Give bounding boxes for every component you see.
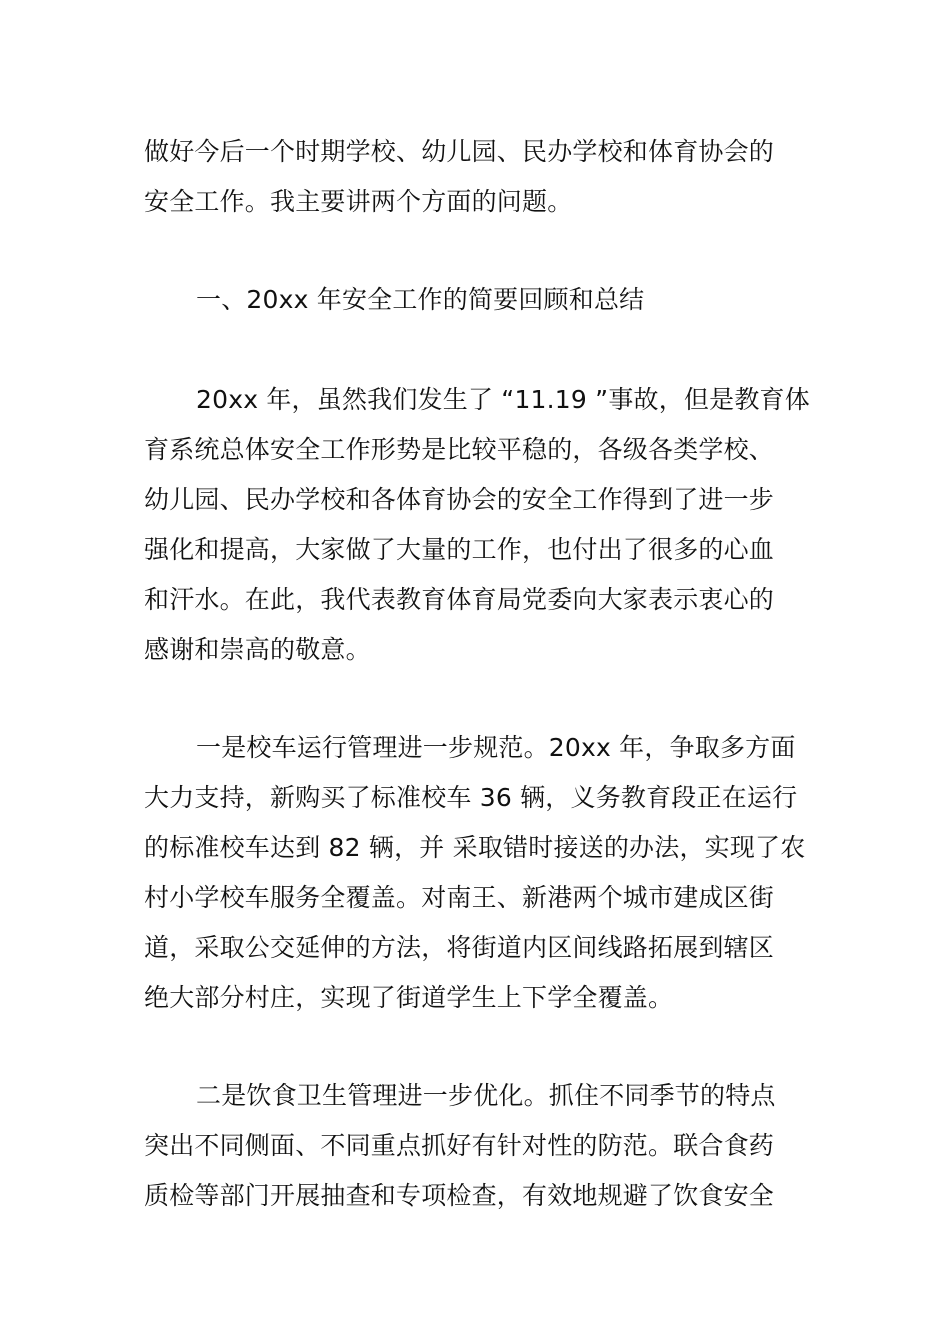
heading-line: 一、20xx 年安全工作的简要回顾和总结 — [196, 285, 645, 314]
text-line: 突出不同侧面、不同重点抓好有针对性的防范。联合食药 — [144, 1131, 775, 1160]
paragraph-review — [144, 375, 808, 675]
text-line: 20xx 年，虽然我们发生了 “11.19 ”事故，但是教育体 — [196, 385, 810, 414]
text-line: 做好今后一个时期学校、幼儿园、民办学校和体育协会的 — [144, 137, 775, 166]
paragraph-intro — [144, 127, 808, 227]
text-line: 大力支持，新购买了标准校车 36 辆，义务教育段正在运行 — [144, 783, 798, 812]
text-line: 二是饮食卫生管理进一步优化。抓住不同季节的特点 — [196, 1081, 776, 1110]
paragraph-food-safety — [144, 1071, 808, 1221]
text-line: 道，采取公交延伸的方法，将街道内区间线路拓展到辖区 — [144, 933, 775, 962]
text-line: 幼儿园、民办学校和各体育协会的安全工作得到了进一步 — [144, 485, 775, 514]
text-line: 和汗水。在此，我代表教育体育局党委向大家表示衷心的 — [144, 585, 775, 614]
section-heading — [144, 275, 808, 325]
text-line: 强化和提高，大家做了大量的工作，也付出了很多的心血 — [144, 535, 775, 564]
text-line: 安全工作。我主要讲两个方面的问题。 — [144, 187, 573, 216]
text-line: 育系统总体安全工作形势是比较平稳的，各级各类学校、 — [144, 435, 775, 464]
text-line: 质检等部门开展抽查和专项检查，有效地规避了饮食安全 — [144, 1181, 775, 1210]
text-line: 的标准校车达到 82 辆，并 采取错时接送的办法，实现了农 — [144, 833, 806, 862]
paragraph-school-bus — [144, 723, 808, 1023]
text-line: 一是校车运行管理进一步规范。20xx 年，争取多方面 — [196, 733, 796, 762]
text-line: 感谢和崇高的敬意。 — [144, 635, 371, 664]
text-line: 村小学校车服务全覆盖。对南王、新港两个城市建成区街 — [144, 883, 775, 912]
text-line: 绝大部分村庄，实现了街道学生上下学全覆盖。 — [144, 983, 674, 1012]
